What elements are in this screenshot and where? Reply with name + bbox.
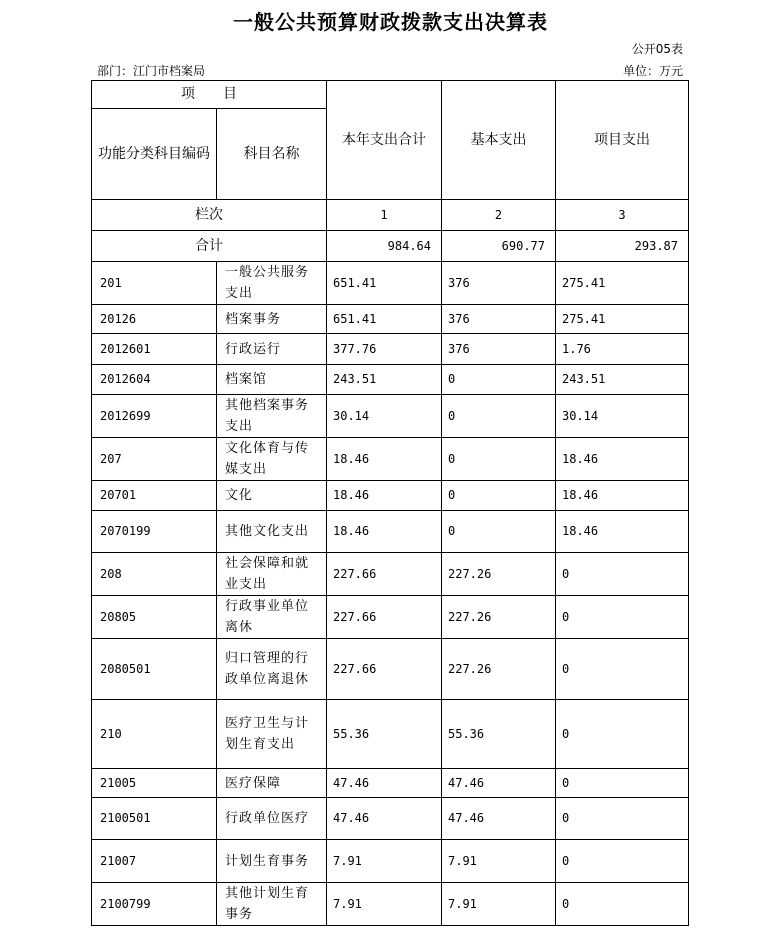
row-code: 2070199	[92, 511, 217, 553]
row-project: 0	[556, 840, 689, 883]
basic-sum: 690.77	[442, 231, 556, 262]
row-code: 201	[92, 262, 217, 305]
row-project: 0	[556, 769, 689, 798]
table-body	[92, 81, 689, 926]
header-project: 项目支出	[556, 81, 689, 200]
row-name: 医疗保障	[217, 769, 327, 798]
row-name: 文化	[217, 481, 327, 511]
row-name: 归口管理的行政单位离退休	[217, 639, 327, 700]
row-basic: 227.26	[442, 553, 556, 596]
table-row	[92, 481, 689, 511]
row-basic: 0	[442, 365, 556, 395]
row-total: 7.91	[327, 840, 442, 883]
table-row	[92, 438, 689, 481]
row-name: 其他文化支出	[217, 511, 327, 553]
row-total: 651.41	[327, 305, 442, 334]
row-code: 2100501	[92, 798, 217, 840]
row-code: 21005	[92, 769, 217, 798]
row-code: 20126	[92, 305, 217, 334]
row-code: 2080501	[92, 639, 217, 700]
table-row	[92, 700, 689, 769]
header-name: 科目名称	[217, 109, 327, 200]
row-basic: 7.91	[442, 840, 556, 883]
row-total: 7.91	[327, 883, 442, 926]
row-basic: 0	[442, 395, 556, 438]
row-total: 47.46	[327, 769, 442, 798]
row-code: 2012601	[92, 334, 217, 365]
row-basic: 55.36	[442, 700, 556, 769]
row-total: 18.46	[327, 481, 442, 511]
row-code: 20701	[92, 481, 217, 511]
column-number-3: 3	[556, 200, 689, 231]
row-code: 2012699	[92, 395, 217, 438]
unit-label: 单位：万元	[622, 64, 683, 78]
row-name: 档案事务	[217, 305, 327, 334]
row-total: 55.36	[327, 700, 442, 769]
row-total: 18.46	[327, 438, 442, 481]
row-basic: 0	[442, 511, 556, 553]
row-basic: 376	[442, 262, 556, 305]
row-name: 一般公共服务支出	[217, 262, 327, 305]
row-project: 0	[556, 798, 689, 840]
column-number-1: 1	[327, 200, 442, 231]
row-project: 18.46	[556, 438, 689, 481]
row-total: 227.66	[327, 639, 442, 700]
row-name: 行政运行	[217, 334, 327, 365]
row-total: 30.14	[327, 395, 442, 438]
row-project: 0	[556, 639, 689, 700]
table-row	[92, 883, 689, 926]
column-order-label: 栏次	[92, 200, 327, 231]
table-row	[92, 639, 689, 700]
row-total: 227.66	[327, 553, 442, 596]
row-project: 30.14	[556, 395, 689, 438]
row-project: 0	[556, 700, 689, 769]
table-row	[92, 769, 689, 798]
row-basic: 376	[442, 334, 556, 365]
row-name: 文化体育与传媒支出	[217, 438, 327, 481]
table-row	[92, 334, 689, 365]
row-basic: 0	[442, 438, 556, 481]
row-total: 18.46	[327, 511, 442, 553]
row-code: 2100799	[92, 883, 217, 926]
table-row	[92, 305, 689, 334]
row-project: 243.51	[556, 365, 689, 395]
total-label: 合计	[92, 231, 327, 262]
table-row	[92, 553, 689, 596]
row-total: 377.76	[327, 334, 442, 365]
row-basic: 227.26	[442, 596, 556, 639]
row-total: 243.51	[327, 365, 442, 395]
department-label: 部门：江门市档案局	[97, 64, 206, 78]
row-name: 行政事业单位离休	[217, 596, 327, 639]
row-total: 227.66	[327, 596, 442, 639]
row-project: 18.46	[556, 511, 689, 553]
row-code: 207	[92, 438, 217, 481]
row-basic: 0	[442, 481, 556, 511]
row-name: 其他计划生育事务	[217, 883, 327, 926]
row-name: 社会保障和就业支出	[217, 553, 327, 596]
row-basic: 47.46	[442, 769, 556, 798]
project-sum: 293.87	[556, 231, 689, 262]
total-sum: 984.64	[327, 231, 442, 262]
row-code: 2012604	[92, 365, 217, 395]
header-code: 功能分类科目编码	[92, 109, 217, 200]
table-row	[92, 511, 689, 553]
row-basic: 227.26	[442, 639, 556, 700]
row-project: 275.41	[556, 305, 689, 334]
column-number-2: 2	[442, 200, 556, 231]
table-row	[92, 395, 689, 438]
row-code: 20805	[92, 596, 217, 639]
row-total: 47.46	[327, 798, 442, 840]
row-project: 1.76	[556, 334, 689, 365]
expenditure-table	[91, 80, 689, 926]
row-code: 208	[92, 553, 217, 596]
row-basic: 7.91	[442, 883, 556, 926]
row-name: 医疗卫生与计划生育支出	[217, 700, 327, 769]
row-basic: 47.46	[442, 798, 556, 840]
header-total: 本年支出合计	[327, 81, 442, 200]
row-project: 275.41	[556, 262, 689, 305]
row-code: 210	[92, 700, 217, 769]
row-project: 0	[556, 596, 689, 639]
table-row	[92, 840, 689, 883]
table-row	[92, 798, 689, 840]
table-row	[92, 596, 689, 639]
row-project: 18.46	[556, 481, 689, 511]
row-name: 档案馆	[217, 365, 327, 395]
row-basic: 376	[442, 305, 556, 334]
row-name: 其他档案事务支出	[217, 395, 327, 438]
header-item: 项 目	[92, 81, 327, 109]
row-project: 0	[556, 553, 689, 596]
table-row	[92, 365, 689, 395]
table-row	[92, 262, 689, 305]
row-name: 计划生育事务	[217, 840, 327, 883]
row-code: 21007	[92, 840, 217, 883]
row-project: 0	[556, 883, 689, 926]
row-total: 651.41	[327, 262, 442, 305]
header-basic: 基本支出	[442, 81, 556, 200]
form-number: 公开05表	[631, 42, 683, 56]
page-title: 一般公共预算财政拨款支出决算表	[233, 10, 548, 34]
row-name: 行政单位医疗	[217, 798, 327, 840]
